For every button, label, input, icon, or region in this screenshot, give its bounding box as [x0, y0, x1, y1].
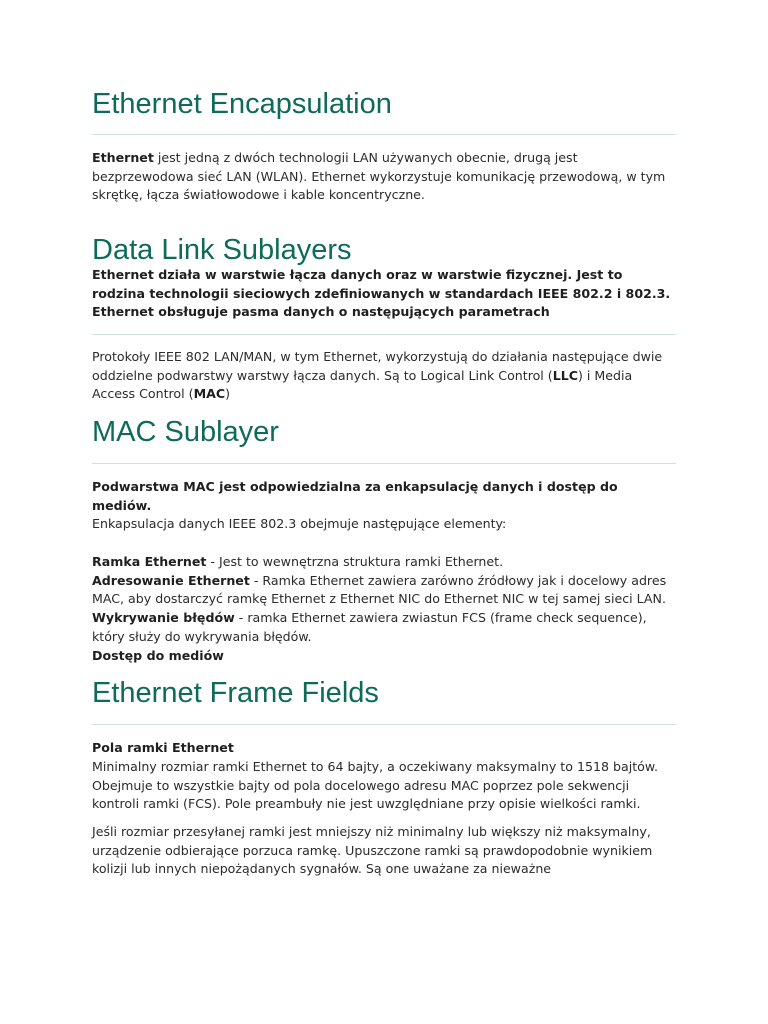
sublayers-bold-paragraph: Ethernet działa w warstwie łącza danych oraz w warstwie fizycznej. Jest to rodzina technologii sieciowych zdefiniowanych w standardach IEEE 802.2 i 802.3. Ethernet obsługuje pasma danych o następujących parametrach — [92, 267, 671, 320]
sublayers-paragraph — [92, 348, 676, 404]
intro-text: jest jedną z dwóch technologii LAN używanych obecnie, drugą jest bezprzewodowa sieć LAN (WLAN). Ethernet wykorzystuje komunikację przewodową, w tym skrętkę, łącza światłowodowe i kable koncentryczne. — [92, 150, 666, 203]
list-item-term: Ramka Ethernet — [92, 554, 207, 569]
heading-ethernet-encapsulation: Ethernet Encapsulation — [92, 88, 392, 120]
list-item — [92, 647, 676, 666]
list-item-desc: - ramka Ethernet zawiera zwiastun FCS (frame check sequence), który służy do wykrywania błędów. — [92, 610, 647, 644]
list-item-term: Dostęp do mediów — [92, 647, 224, 663]
mac-elements-intro: Enkapsulacja danych IEEE 802.3 obejmuje następujące elementy: — [92, 516, 507, 531]
section-divider — [92, 134, 676, 135]
list-item — [92, 553, 676, 572]
list-item-term: Wykrywanie błędów — [92, 610, 235, 626]
mac-bold-paragraph: Podwarstwa MAC jest odpowiedzialna za enkapsulację danych i dostęp do mediów. — [92, 479, 618, 513]
heading-ethernet-frame-fields: Ethernet Frame Fields — [92, 677, 379, 709]
list-item-desc: - Ramka Ethernet zawiera zarówno źródłowy jak i docelowy adres MAC, aby dostarczyć ramkę Ethernet z Ethernet NIC do Ethernet NIC w tej samej sieci LAN. — [92, 572, 667, 607]
mac-term: MAC — [193, 386, 226, 402]
heading-mac-sublayer: MAC Sublayer — [92, 416, 279, 448]
list-item — [92, 572, 676, 609]
sublayers-text-a: Protokoły IEEE 802 LAN/MAN, w tym Ethernet, wykorzystują do działania następujące dwie oddzielne podwarstwy warstwy łącza danych. Są to Logical Link Control ( — [92, 349, 663, 383]
llc-term: LLC — [552, 367, 579, 383]
mac-elements-list — [92, 553, 676, 665]
frame-subheading: Pola ramki Ethernet — [92, 740, 234, 755]
section-divider — [92, 334, 676, 335]
list-item-term: Adresowanie Ethernet — [92, 572, 250, 588]
heading-data-link-sublayers: Data Link Sublayers — [92, 234, 352, 266]
list-item-desc: - Jest to wewnętrzna struktura ramki Ethernet. — [206, 554, 504, 569]
sublayers-text-b: ) i Media Access Control ( — [92, 367, 633, 402]
frame-paragraph-2: Jeśli rozmiar przesyłanej ramki jest mniejszy niż minimalny lub większy niż maksymalny, urządzenie odbierające porzuca ramkę. Upuszczone ramki są prawdopodobnie wynikiem kolizji lub innych niepożądanych sygnałów. Są one uważane za nieważne — [92, 824, 653, 877]
frame-paragraph-1: Minimalny rozmiar ramki Ethernet to 64 bajty, a oczekiwany maksymalny to 1518 bajtów. Obejmuje to wszystkie bajty od pola docelowego adresu MAC poprzez pole sekwencji kontroli ramki (FCS). Pole preambuły nie jest uwzględniane przy opisie wielkości ramki. — [92, 759, 659, 812]
intro-bold-term: Ethernet — [92, 150, 154, 165]
intro-paragraph — [92, 149, 676, 205]
section-divider — [92, 724, 676, 725]
section-divider — [92, 463, 676, 464]
sublayers-text-c: ) — [225, 386, 231, 402]
list-item — [92, 609, 676, 646]
